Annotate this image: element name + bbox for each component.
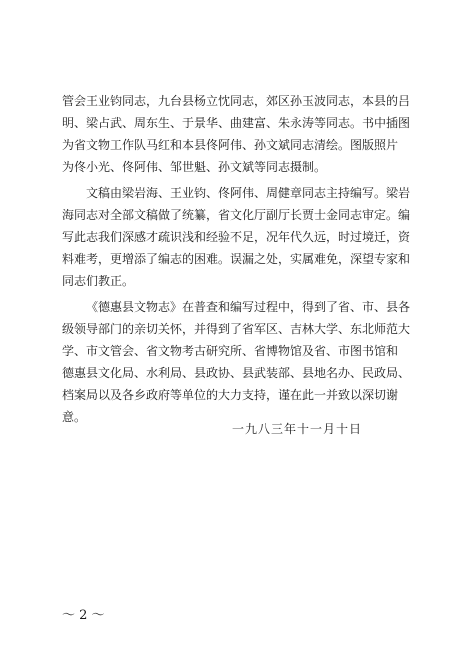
- text-line: 管会王业钧同志，九台县杨立忱同志，郊区孙玉波同志，本县的吕: [62, 94, 411, 108]
- text-line: 明、梁占武、周东生、于景华、曲建富、朱永涛等同志。书中插图: [62, 116, 411, 130]
- text-line: 写此志我们深感才疏识浅和经验不足，况年代久远，时过境迁，资: [62, 230, 411, 244]
- text-line: 学、市文管会、省文物考古研究所、省博物馆及省、市图书馆和: [62, 344, 399, 358]
- text-line: 同志们教正。: [62, 274, 135, 288]
- text-line: 为省文物工作队马红和本县佟阿伟、孙文斌同志清绘。图版照片: [62, 138, 399, 152]
- text-line: 级领导部门的亲切关怀，并得到了省军区、吉林大学、东北师范大: [62, 322, 411, 336]
- text-line: 意。: [62, 410, 87, 424]
- text-line: 德惠县文化局、水利局、县政协、县武装部、县地名办、民政局、: [62, 366, 411, 380]
- text-line: 档案局以及各乡政府等单位的大力支持，谨在此一并致以深切谢: [62, 388, 399, 402]
- text-line: 为佟小光、佟阿伟、邹世魁、孙文斌等同志摄制。: [62, 160, 327, 174]
- document-date: 一九八三年十一月十日: [232, 422, 363, 436]
- text-line: 海同志对全部文稿做了统纂，省文化厅副厅长贾士金同志审定。编: [62, 208, 411, 222]
- text-line: 料难考，更增添了编志的困难。误漏之处，实属难免，深望专家和: [62, 252, 411, 266]
- page-number: ～ 2 ～: [62, 608, 105, 623]
- text-line: 文稿由梁岩海、王业钧、佟阿伟、周健章同志主持编写。梁岩: [86, 186, 411, 200]
- text-line: 《德惠县文物志》在普查和编写过程中，得到了省、市、县各: [86, 300, 411, 314]
